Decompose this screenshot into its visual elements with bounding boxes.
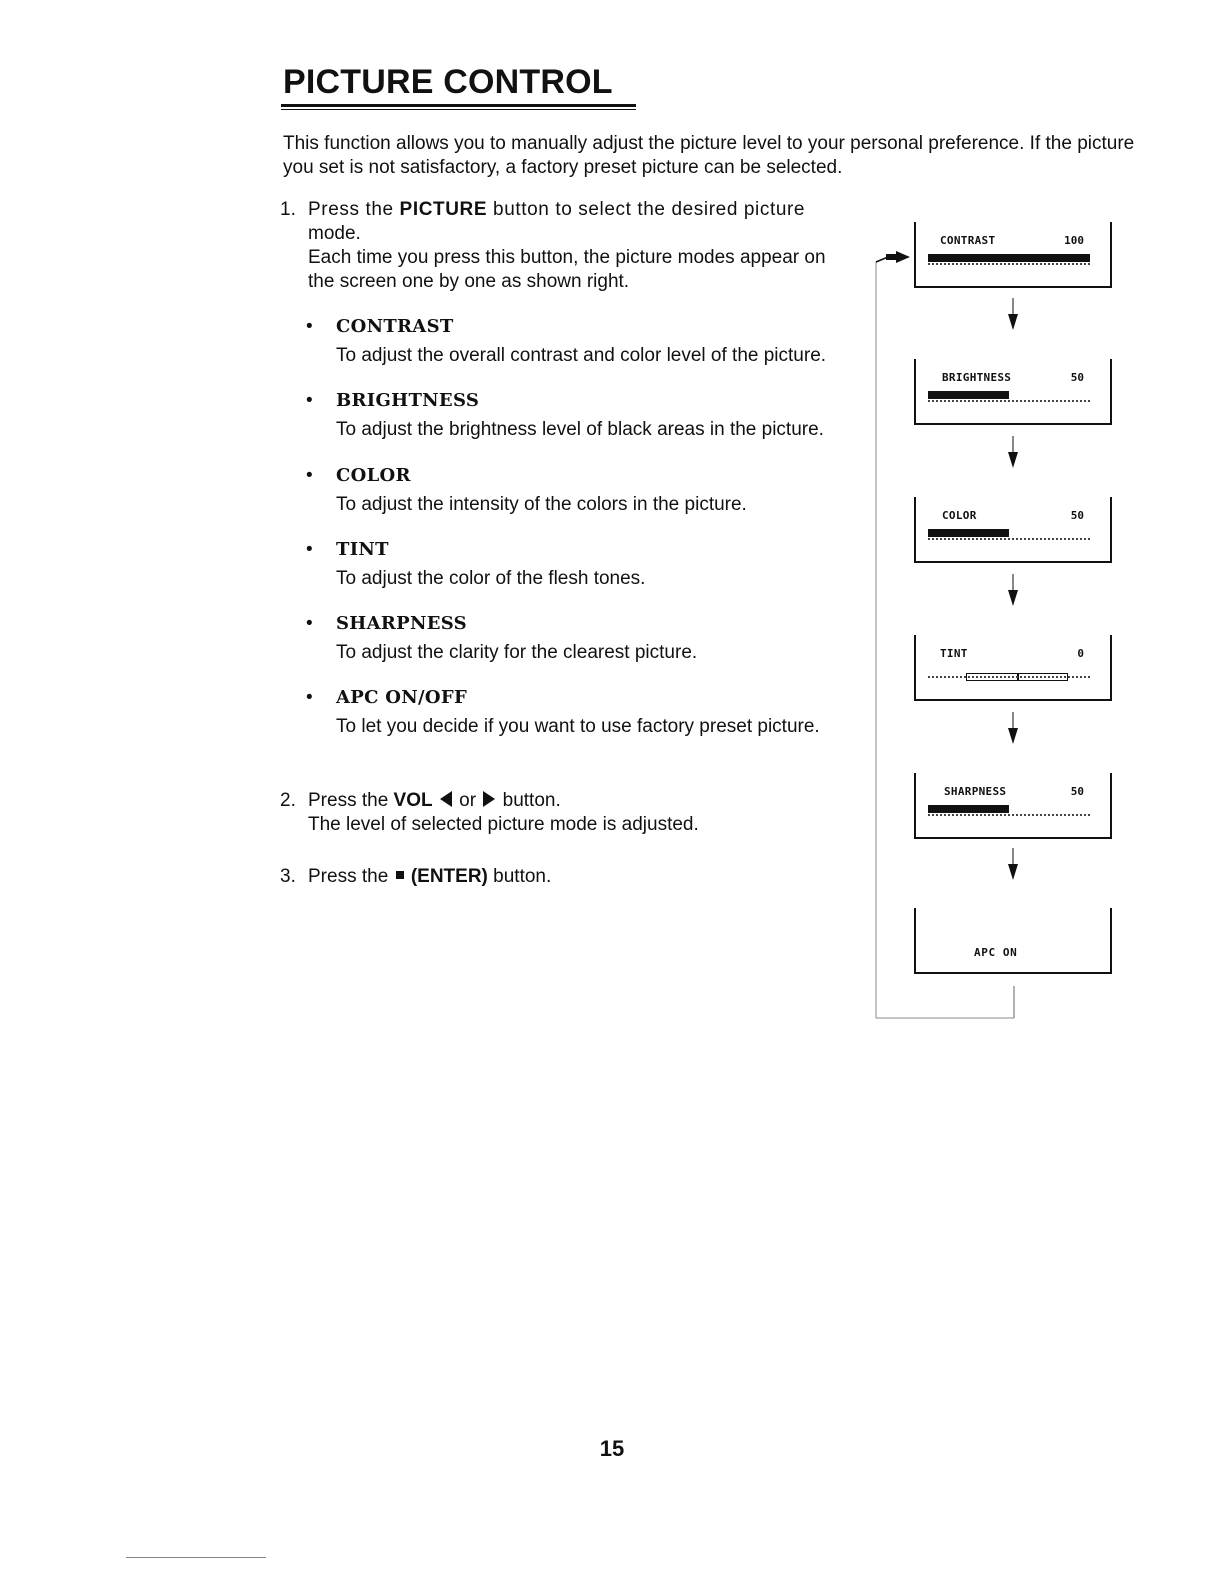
option-description: To adjust the intensity of the colors in the picture.	[336, 494, 747, 515]
picture-button-label: PICTURE	[399, 199, 488, 220]
osd-level-bar	[928, 391, 1090, 399]
osd-level-fill	[928, 805, 1009, 813]
osd-level-bar	[928, 254, 1090, 262]
footer-rule	[126, 1557, 266, 1558]
bullet: •	[306, 390, 313, 411]
option-description: To adjust the brightness level of black areas in the picture.	[336, 419, 824, 440]
osd-value: 0	[1077, 647, 1084, 660]
option-name: TINT	[336, 539, 389, 560]
bullet: •	[306, 539, 313, 560]
osd-value: 100	[1064, 234, 1084, 247]
bullet: •	[306, 613, 313, 634]
osd-label: BRIGHTNESS	[942, 371, 1012, 384]
page-title: PICTURE CONTROL	[283, 63, 613, 101]
option-description: To adjust the clarity for the clearest picture.	[336, 642, 698, 663]
osd-label: TINT	[940, 647, 968, 660]
bullet: •	[306, 687, 313, 708]
step-line: the screen one by one as shown right.	[308, 271, 630, 292]
step-line: mode.	[308, 223, 361, 244]
option-description: To let you decide if you want to use factory preset picture.	[336, 716, 820, 737]
down-arrow-icon	[1005, 436, 1021, 470]
osd-label: APC ON	[974, 946, 1018, 959]
osd-brightness	[914, 359, 1112, 425]
bullet: •	[306, 465, 313, 486]
option-description: To adjust the overall contrast and color level of the picture.	[336, 345, 827, 366]
flow-entry-arrow-icon	[886, 251, 912, 265]
osd-dotted-line	[928, 263, 1090, 265]
osd-level-fill	[928, 529, 1009, 537]
step-line: Each time you press this button, the picture modes appear on	[308, 247, 826, 268]
osd-level-fill	[928, 254, 1090, 262]
down-arrow-icon	[1005, 712, 1021, 746]
step-line: Press the PICTURE button to select the desired picture	[308, 199, 806, 220]
down-arrow-icon	[1005, 298, 1021, 332]
osd-apc	[914, 908, 1112, 974]
osd-label: COLOR	[942, 509, 977, 522]
down-arrow-icon	[1005, 848, 1021, 882]
page-number: 15	[599, 1436, 625, 1461]
option-name: CONTRAST	[336, 316, 454, 337]
osd-value: 50	[1070, 509, 1084, 522]
option-name: APC ON/OFF	[336, 687, 468, 708]
step-line: The level of selected picture mode is adjusted.	[308, 814, 699, 835]
osd-tint	[914, 635, 1112, 701]
osd-label: CONTRAST	[940, 234, 996, 247]
step-line: Press the (ENTER) button.	[308, 866, 552, 887]
osd-level-bar	[928, 805, 1090, 813]
osd-value: 50	[1070, 785, 1084, 798]
option-name: COLOR	[336, 465, 411, 486]
osd-level-fill	[928, 391, 1009, 399]
vol-button-label: VOL	[393, 790, 433, 811]
option-name: BRIGHTNESS	[336, 390, 480, 411]
step-number: 1.	[280, 199, 296, 220]
option-description: To adjust the color of the flesh tones.	[336, 568, 646, 589]
step-number: 2.	[280, 790, 296, 811]
osd-contrast	[914, 222, 1112, 288]
bullet: •	[306, 316, 313, 337]
osd-color	[914, 497, 1112, 563]
osd-label: SHARPNESS	[944, 785, 1007, 798]
osd-level-bar	[928, 529, 1090, 537]
osd-dotted-line	[928, 400, 1090, 402]
option-name: SHARPNESS	[336, 613, 467, 634]
step-line: Press the VOL or button.	[308, 790, 561, 811]
osd-sharpness	[914, 773, 1112, 839]
enter-button-label: (ENTER)	[410, 866, 488, 887]
step-number: 3.	[280, 866, 296, 887]
intro-paragraph: This function allows you to manually adjust the picture level to your personal preference. If the picture you set is not satisfactory, a factory preset picture can be selected.	[283, 133, 1135, 178]
osd-dotted-line	[928, 676, 1090, 678]
osd-value: 50	[1070, 371, 1084, 384]
down-arrow-icon	[1005, 574, 1021, 608]
osd-dotted-line	[928, 814, 1090, 816]
osd-dotted-line	[928, 538, 1090, 540]
